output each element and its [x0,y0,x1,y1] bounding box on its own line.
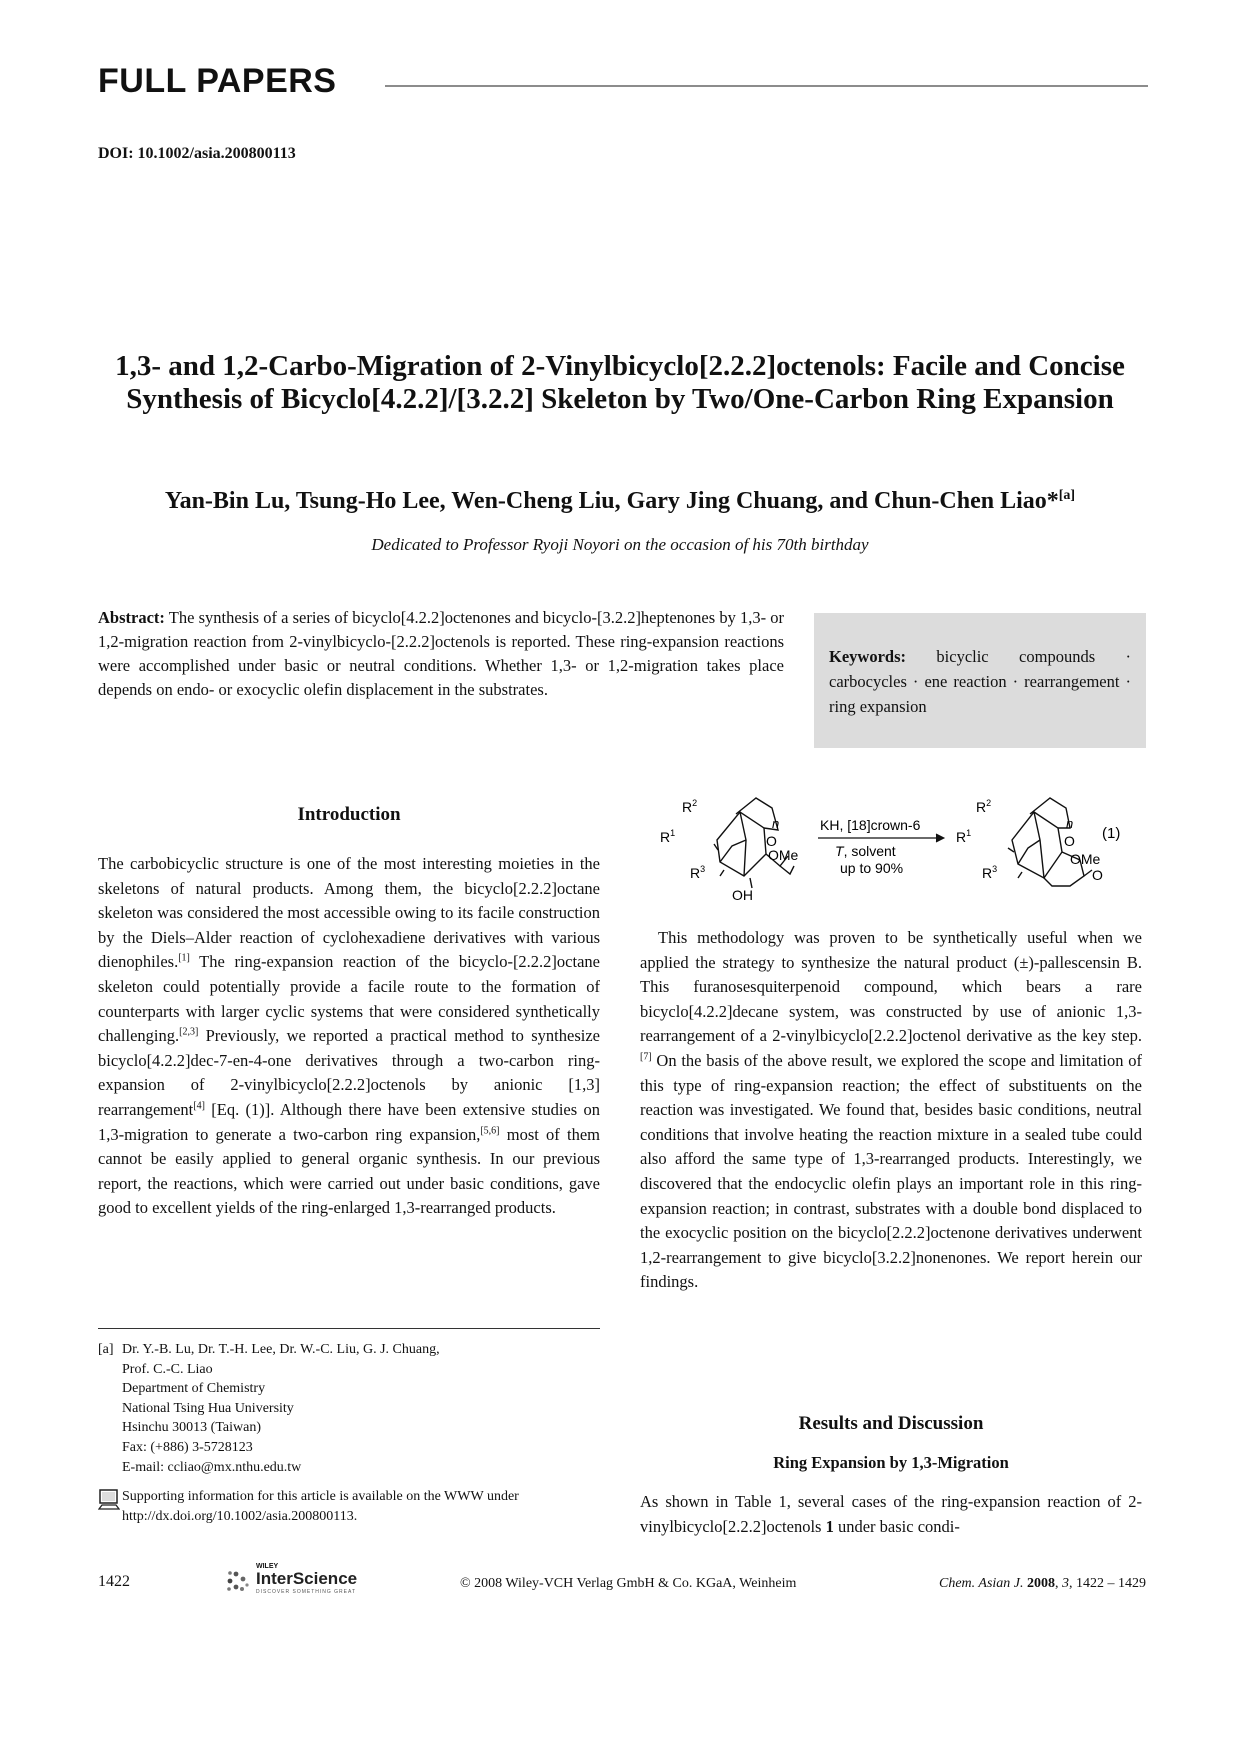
computer-icon [98,1489,120,1511]
reactant-r1-label: $R^1$ [660,828,676,845]
journal-year: 2008 [1027,1576,1055,1591]
product-o-label: O [1064,833,1075,849]
product-r2-label: $R^2$ [976,798,992,815]
right-text-3b: under basic condi- [833,1516,960,1536]
citation-7[interactable]: [7] [640,1051,652,1063]
intro-text-3: Previously, we reported a practical method to synthesize bicyclo[4.2.2]dec-7-en-4-one derivatives through a two-carbon ring-expansion of 2-vinylbicyclo[2.2.2]octenols by anionic [1,3] rearrangement [98,1026,600,1119]
right-text-1: This methodology was proven to be synthetically useful when we applied the strategy to synthesize the natural product (±)-pallescensin B. This furanosesquiterpenoid compound, which bears a rare bicyclo[4.2.2]decane system, was constructed by use of anionic 1,3-rearrangement of a 2-vinylbicyclo[2.2.2]octenol derivative as the key step. [640,928,1142,1046]
supporting-info-text[interactable]: Supporting information for this article is available on the WWW under http://dx.doi.org/10.1002/asia.200800113. [122,1489,519,1524]
product-r3-label: $R^3$ [982,864,998,881]
footnote-line: National Tsing Hua University [122,1400,294,1416]
right-text-2: On the basis of the above result, we explored the scope and limitation of this type of ring-expansion reaction; the effect of substituents on the reaction was investigated. We found that, besides basic conditions, neutral conditions that involve heating the reaction mixture in a sealed tube could also afford the same type of 1,3-rearranged products. Interestingly, we discovered that the endocyclic olefin plays an important role in this ring-expansion reaction; in contrast, substrates with a double bond displaced to the exocyclic position on the bicyclo[2.2.2]octenone derivatives underwent 1,2-rearrangement to give bicyclo[3.2.2]nonenones. We report herein our findings. [640,1050,1142,1292]
citation-2[interactable]: [2,3] [179,1026,199,1038]
intro-text-1: The carbobicyclic structure is one of the most interesting moieties in the skeletons of natural products. Among them, the bicyclo[2.2.2]octane skeleton was considered the most accessible owing to its facile construction by the Diels–Alder reaction of cyclohexadiene derivatives with various dienophiles. [98,854,600,972]
product-n-label: n [1066,816,1074,831]
keywords [829,644,1131,719]
footnote-line: Fax: (+886) 3-5728123 [122,1439,253,1455]
reagent-label: KH, [18]crown-6 [820,817,921,833]
right-text-3a: As shown in Table 1, several cases of the ring-expansion reaction of 2-vinylbicyclo[2.2.2]octenols [640,1492,1142,1536]
page-number: 1422 [98,1573,130,1590]
keywords-label: Keywords: [829,647,906,666]
reactant-r2-label: $R^2$ [682,798,698,815]
footnote-mark: [a] [98,1342,114,1357]
introduction-body [98,852,600,1221]
keywords-text: bicyclic compounds · carbocycles · ene reaction · rearrangement · ring expansion [829,647,1132,716]
journal-pages: , 1422 – 1429 [1069,1576,1146,1591]
reactant-r3-label: $R^3$ [690,864,706,881]
publisher-logo [222,1563,382,1595]
globe-icon [222,1567,252,1595]
right-paragraph-3 [640,1490,1142,1539]
yield-label: up to 90% [840,860,904,876]
reactant-o-label: O [766,833,777,849]
intro-text-4: [Eq. (1)]. Although there have been extensive studies on 1,3-migration to generate a two-carbon ring expansion, [98,1099,600,1144]
footnote-line: Prof. C.-C. Liao [122,1361,213,1377]
intro-text-5: most of them cannot be easily applied to general organic synthesis. In our previous report, the reactions, which were carried out under basic conditions, gave good to excellent yields of the ring-enlarged 1,3-rearranged products. [98,1124,600,1218]
compound-number: 1 [825,1516,834,1536]
header-rule [385,85,1148,87]
abstract-text: The synthesis of a series of bicyclo[4.2.2]octenones and bicyclo-[3.2.2]heptenones by 1,3- or 1,2-migration reaction from 2-vinylbicyclo-[2.2.2]octenols is reported. These ring-expansion reactions were accomplished under basic or neutral conditions. Whether 1,3- or 1,2-migration takes place depends on endo- or exocyclic olefin displacement in the substrates. [98,608,784,699]
product-r1-label: $R^1$ [956,828,972,845]
results-heading: Results and Discussion [798,1413,984,1434]
dedication: Dedicated to Professor Ryoji Noyori on the occasion of his 70th birthday [371,535,869,554]
introduction-heading: Introduction [297,804,401,825]
section-header: FULL PAPERS [98,62,337,100]
author-list [95,488,1145,515]
reactant-oh-label: OH [732,887,753,903]
citation-1[interactable]: [1] [178,952,190,964]
footnote-line: Hsinchu 30013 (Taiwan) [122,1420,261,1436]
abstract-label: Abstract: [98,608,165,627]
publisher-small-label: WILEY [256,1563,279,1570]
affiliation-footnote [98,1340,608,1477]
conditions-label: T, solvent [835,843,896,859]
equation-number: (1) [1102,825,1121,842]
footnote-line: Department of Chemistry [122,1381,266,1397]
author-affiliation-mark: [a] [1058,488,1076,503]
product-carbonyl-o-label: O [1092,867,1103,883]
journal-citation: Chem. Asian J. 2008, 3, 1422 – 1429 [938,1576,1146,1591]
supporting-info [98,1487,608,1526]
citation-3[interactable]: [4] [193,1100,205,1112]
author-names: Yan-Bin Lu, Tsung-Ho Lee, Wen-Cheng Liu, Gary Jing Chuang, and Chun-Chen Liao* [164,488,1059,514]
citation-4[interactable]: [5,6] [480,1125,500,1137]
publisher-logo-text: InterScience [256,1569,358,1588]
abstract [98,606,784,702]
right-paragraph-1 [640,926,1142,1295]
footnote-rule [98,1328,600,1329]
footnote-line: Dr. Y.-B. Lu, Dr. T.-H. Lee, Dr. W.-C. Liu, G. J. Chuang, [122,1342,440,1357]
product-ome-label: OMe [1070,851,1101,867]
intro-text-2: The ring-expansion reaction of the bicyclo-[2.2.2]octane skeleton could potentially provide a facile route to the formation of counterparts with larger cyclic systems that were considered synthetically challenging. [98,952,600,1046]
footnote-email[interactable]: E-mail: ccliao@mx.nthu.edu.tw [122,1459,302,1475]
reactant-structure [714,798,794,888]
journal-volume: 3 [1062,1576,1069,1591]
reactant-n-label: n [772,816,780,831]
doi: DOI: 10.1002/asia.200800113 [98,145,296,162]
reactant-ome-label: OMe [768,847,799,863]
arrowhead [936,834,944,842]
journal-name: Chem. Asian J. [938,1576,1024,1591]
article-title: 1,3- and 1,2-Carbo-Migration of 2-Vinylbicyclo[2.2.2]octenols: Facile and Concise Synthesis of Bicyclo[4.2.2]/[3.2.2] Skeleton by Two/One-Carbon Ring Expansion [115,350,1125,415]
subsection-heading: Ring Expansion by 1,3-Migration [773,1453,1009,1472]
reaction-scheme-equation-1 [660,790,1150,905]
product-structure [1008,798,1092,886]
publisher-tagline: DISCOVER SOMETHING GREAT [256,1589,357,1595]
copyright: © 2008 Wiley-VCH Verlag GmbH & Co. KGaA, Weinheim [460,1576,797,1591]
